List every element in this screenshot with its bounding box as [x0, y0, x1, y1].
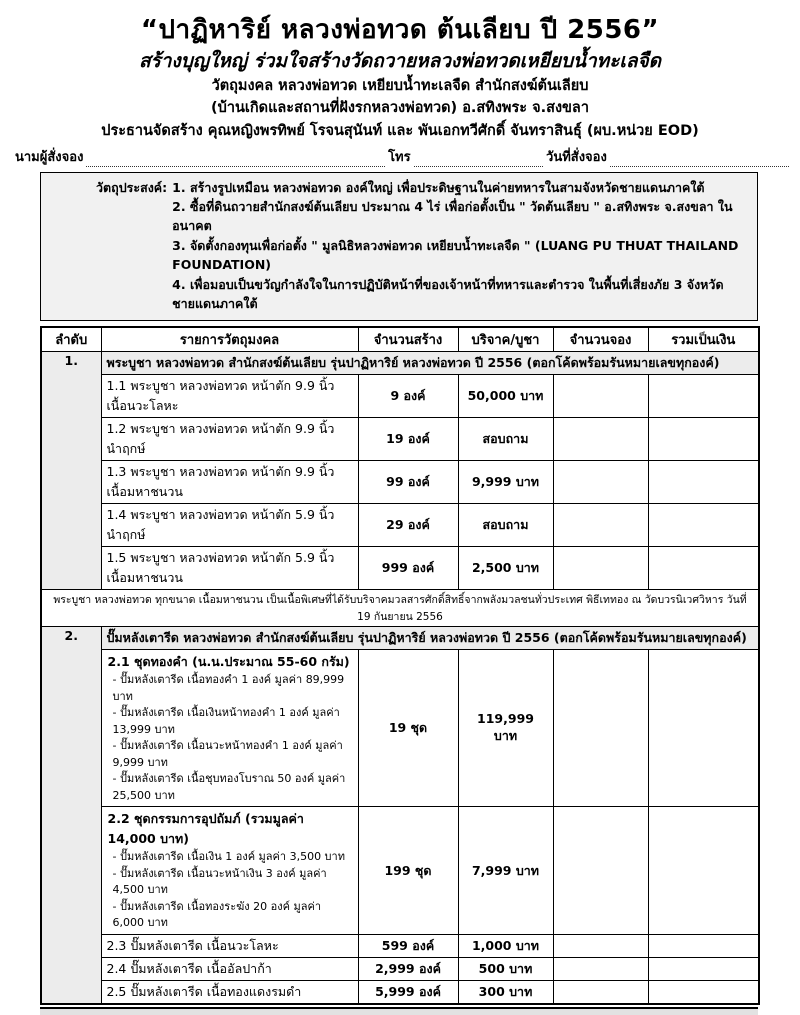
table-row: [41, 418, 759, 461]
item-2-2-total-blank[interactable]: [648, 807, 759, 935]
item-2-4-qty: 2,999 องค์: [358, 957, 458, 980]
item-1-5-price: 2,500 บาท: [458, 547, 553, 590]
item-1-3-total-blank[interactable]: [648, 461, 759, 504]
table-header-row: [41, 327, 759, 352]
item-2-3-reserve-blank[interactable]: [553, 934, 648, 957]
col-header-qty-reserved: จำนวนจอง: [553, 327, 648, 352]
col-header-donation: บริจาค/บูชา: [458, 327, 553, 352]
item-2-5-qty: 5,999 องค์: [358, 980, 458, 1004]
item-2-2-subline-1: - ปั๊มหลังเตารีด เนื้อเงิน 1 องค์ มูลค่า 3,500 บาท: [112, 850, 345, 864]
item-1-4-qty: 29 องค์: [358, 504, 458, 547]
order-info-line: [15, 149, 792, 167]
item-1-3-qty: 99 องค์: [358, 461, 458, 504]
item-2-4-name: 2.4 ปั๊มหลังเตารีด เนื้ออัลปาก้า: [101, 957, 358, 980]
item-1-2-total-blank[interactable]: [648, 418, 759, 461]
next-section-cutoff: [40, 1007, 758, 1015]
purpose-item-3: 3. จัดตั้งกองทุนเพื่อก่อตั้ง " มูลนิธิหลวงพ่อทวด เหยียบน้ำทะเลจืด " (LUANG PU THUAT THAILAND FOUNDATION): [172, 237, 739, 273]
order-date-field[interactable]: [610, 154, 789, 167]
item-2-5-total-blank[interactable]: [648, 980, 759, 1004]
page-title: “ปาฏิหาริย์ หลวงพ่อทวด ต้นเลียบ ปี 2556”: [140, 15, 660, 45]
item-2-2-reserve-blank[interactable]: [553, 807, 648, 935]
item-1-5-qty: 999 องค์: [358, 547, 458, 590]
item-2-3-qty: 599 องค์: [358, 934, 458, 957]
item-2-2-name: [101, 807, 358, 935]
section-2-header-row: [41, 627, 759, 650]
col-header-qty-made: จำนวนสร้าง: [358, 327, 458, 352]
item-1-4-name: 1.4 พระบูชา หลวงพ่อทวด หน้าตัก 5.9 นิ้ว นำฤกษ์: [101, 504, 358, 547]
item-2-2-qty: 199 ชุด: [358, 807, 458, 935]
item-1-3-name: 1.3 พระบูชา หลวงพ่อทวด หน้าตัก 9.9 นิ้ว เนื้อมหาชนวน: [101, 461, 358, 504]
item-1-4-price: สอบถาม: [458, 504, 553, 547]
item-1-3-price: 9,999 บาท: [458, 461, 553, 504]
item-2-1-subline-2: - ปั๊มหลังเตารีด เนื้อเงินหน้าทองคำ 1 องค์ มูลค่า 13,999 บาท: [112, 706, 340, 736]
phone-label: โทร: [388, 149, 411, 165]
section-1-header-row: [41, 352, 759, 375]
item-2-4-total-blank[interactable]: [648, 957, 759, 980]
table-row: [41, 650, 759, 807]
item-2-1-name: [101, 650, 358, 807]
col-header-index: ลำดับ: [41, 327, 101, 352]
item-1-2-price: สอบถาม: [458, 418, 553, 461]
item-1-1-total-blank[interactable]: [648, 375, 759, 418]
item-2-1-qty: 19 ชุด: [358, 650, 458, 807]
item-1-1-reserve-blank[interactable]: [553, 375, 648, 418]
table-row: [41, 807, 759, 935]
item-2-1-price: 119,999 บาท: [458, 650, 553, 807]
item-2-2-title: 2.2 ชุดกรรมการอุปถัมภ์ (รวมมูลค่า 14,000 บาท): [107, 811, 304, 847]
item-1-1-qty: 9 องค์: [358, 375, 458, 418]
table-row: [41, 461, 759, 504]
order-date-label: วันที่สั่งจอง: [546, 149, 607, 165]
col-header-item: รายการวัตถุมงคล: [101, 327, 358, 352]
item-2-2-subline-3: - ปั๊มหลังเตารีด เนื้อทองระฆัง 20 องค์ มูลค่า 6,000 บาท: [112, 899, 322, 930]
item-1-5-total-blank[interactable]: [648, 547, 759, 590]
item-1-2-qty: 19 องค์: [358, 418, 458, 461]
orderer-name-label: นามผู้สั่งจอง: [15, 149, 84, 165]
item-1-5-reserve-blank[interactable]: [553, 547, 648, 590]
item-2-5-name: 2.5 ปั๊มหลังเตารีด เนื้อทองแดงรมดำ: [101, 980, 358, 1004]
header-temple-line: วัตถุมงคล หลวงพ่อทวด เหยียบน้ำทะเลจืด สำนักสงฆ์ต้นเลียบ: [211, 78, 589, 95]
item-2-1-subline-4: - ปั๊มหลังเตารีด เนื้อชุบทองโบราณ 50 องค์ มูลค่า 25,500 บาท: [112, 772, 346, 802]
purpose-list: [172, 178, 749, 314]
item-1-4-total-blank[interactable]: [648, 504, 759, 547]
phone-field[interactable]: [414, 154, 543, 167]
section-1-title: พระบูชา หลวงพ่อทวด สำนักสงฆ์ต้นเลียบ รุ่นปาฏิหาริย์ หลวงพ่อทวด ปี 2556 (ตอกโค้ดพร้อมรันหมายเลขทุกองค์): [101, 352, 759, 375]
item-2-4-reserve-blank[interactable]: [553, 957, 648, 980]
item-2-1-total-blank[interactable]: [648, 650, 759, 807]
table-row: [41, 504, 759, 547]
header-chairman-line: ประธานจัดสร้าง คุณหญิงพรทิพย์ โรจนสุนันท์ และ พันเอกทวีศักดิ์ จันทราสินธุ์ (ผบ.หน่วย EOD): [101, 122, 699, 139]
item-1-1-price: 50,000 บาท: [458, 375, 553, 418]
item-1-1-name: 1.1 พระบูชา หลวงพ่อทวด หน้าตัก 9.9 นิ้ว เนื้อนวะโลหะ: [101, 375, 358, 418]
section-2-number: 2.: [41, 627, 101, 1004]
section-1-note: พระบูชา หลวงพ่อทวด ทุกขนาด เนื้อมหาชนวน เป็นเนื้อพิเศษที่ได้รับบริจาคมวลสารศักดิ์สิทธิ์จากพลังมวลชนทั่วประเทศ พิธีเททอง ณ วัดบวรนิเวศวิหาร วันที่ 19 กันยายน 2556: [41, 590, 759, 627]
item-2-5-price: 300 บาท: [458, 980, 553, 1004]
table-row: [41, 547, 759, 590]
item-2-1-reserve-blank[interactable]: [553, 650, 648, 807]
purpose-item-1: 1. สร้างรูปเหมือน หลวงพ่อทวด องค์ใหญ่ เพื่อประดิษฐานในค่ายทหารในสามจังหวัดชายแดนภาคใต้: [172, 179, 705, 195]
item-1-3-reserve-blank[interactable]: [553, 461, 648, 504]
section-2-title: ปั๊มหลังเตารีด หลวงพ่อทวด สำนักสงฆ์ต้นเลียบ รุ่นปาฏิหาริย์ หลวงพ่อทวด ปี 2556 (ตอกโค้ดพร้อมรันหมายเลขทุกองค์): [101, 627, 759, 650]
table-row: [41, 957, 759, 980]
item-2-3-total-blank[interactable]: [648, 934, 759, 957]
amulet-order-table: [40, 326, 760, 1005]
document-header: [0, 0, 800, 140]
item-2-3-price: 1,000 บาท: [458, 934, 553, 957]
table-row: [41, 375, 759, 418]
table-row: [41, 934, 759, 957]
table-row: [41, 980, 759, 1004]
purpose-item-4: 4. เพื่อมอบเป็นขวัญกำลังใจในการปฏิบัติหน้าที่ของเจ้าหน้าที่ทหารและตำรวจ ในพื้นที่เสี่ยงภัย 3 จังหวัดชายแดนภาคใต้: [172, 276, 724, 311]
col-header-total-amount: รวมเป็นเงิน: [648, 327, 759, 352]
item-1-4-reserve-blank[interactable]: [553, 504, 648, 547]
item-2-1-title: 2.1 ชุดทองคำ (น.น.ประมาณ 55-60 กรัม): [107, 654, 350, 670]
item-1-2-reserve-blank[interactable]: [553, 418, 648, 461]
item-1-2-name: 1.2 พระบูชา หลวงพ่อทวด หน้าตัก 9.9 นิ้ว นำฤกษ์: [101, 418, 358, 461]
header-location-line: (บ้านเกิดและสถานที่ฝังรกหลวงพ่อทวด) อ.สทิงพระ จ.สงขลา: [211, 100, 589, 117]
purpose-box: [40, 172, 758, 322]
item-1-5-name: 1.5 พระบูชา หลวงพ่อทวด หน้าตัก 5.9 นิ้ว เนื้อมหาชนวน: [101, 547, 358, 590]
item-2-2-subline-2: - ปั๊มหลังเตารีด เนื้อนวะหน้าเงิน 3 องค์ มูลค่า 4,500 บาท: [112, 866, 327, 897]
item-2-5-reserve-blank[interactable]: [553, 980, 648, 1004]
section-1-note-row: [41, 590, 759, 627]
item-2-4-price: 500 บาท: [458, 957, 553, 980]
purpose-item-2: 2. ซื้อที่ดินถวายสำนักสงฆ์ต้นเลียบ ประมาณ 4 ไร่ เพื่อก่อตั้งเป็น " วัดต้นเลียบ " อ.สทิงพระ จ.สงขลา ในอนาคต: [172, 199, 733, 234]
item-2-1-subline-1: - ปั๊มหลังเตารีด เนื้อทองคำ 1 องค์ มูลค่า 89,999 บาท: [112, 673, 345, 703]
page-subtitle: สร้างบุญใหญ่ ร่วมใจสร้างวัดถวายหลวงพ่อทวดเหยียบน้ำทะเลจืด: [138, 49, 662, 72]
item-2-3-name: 2.3 ปั๊มหลังเตารีด เนื้อนวะโลหะ: [101, 934, 358, 957]
item-2-2-price: 7,999 บาท: [458, 807, 553, 935]
orderer-name-field[interactable]: [86, 154, 385, 167]
purpose-label: วัตถุประสงค์:: [96, 179, 168, 195]
section-1-number: 1.: [41, 352, 101, 590]
item-2-1-subline-3: - ปั๊มหลังเตารีด เนื้อนวะหน้าทองคำ 1 องค์ มูลค่า 9,999 บาท: [112, 739, 343, 769]
